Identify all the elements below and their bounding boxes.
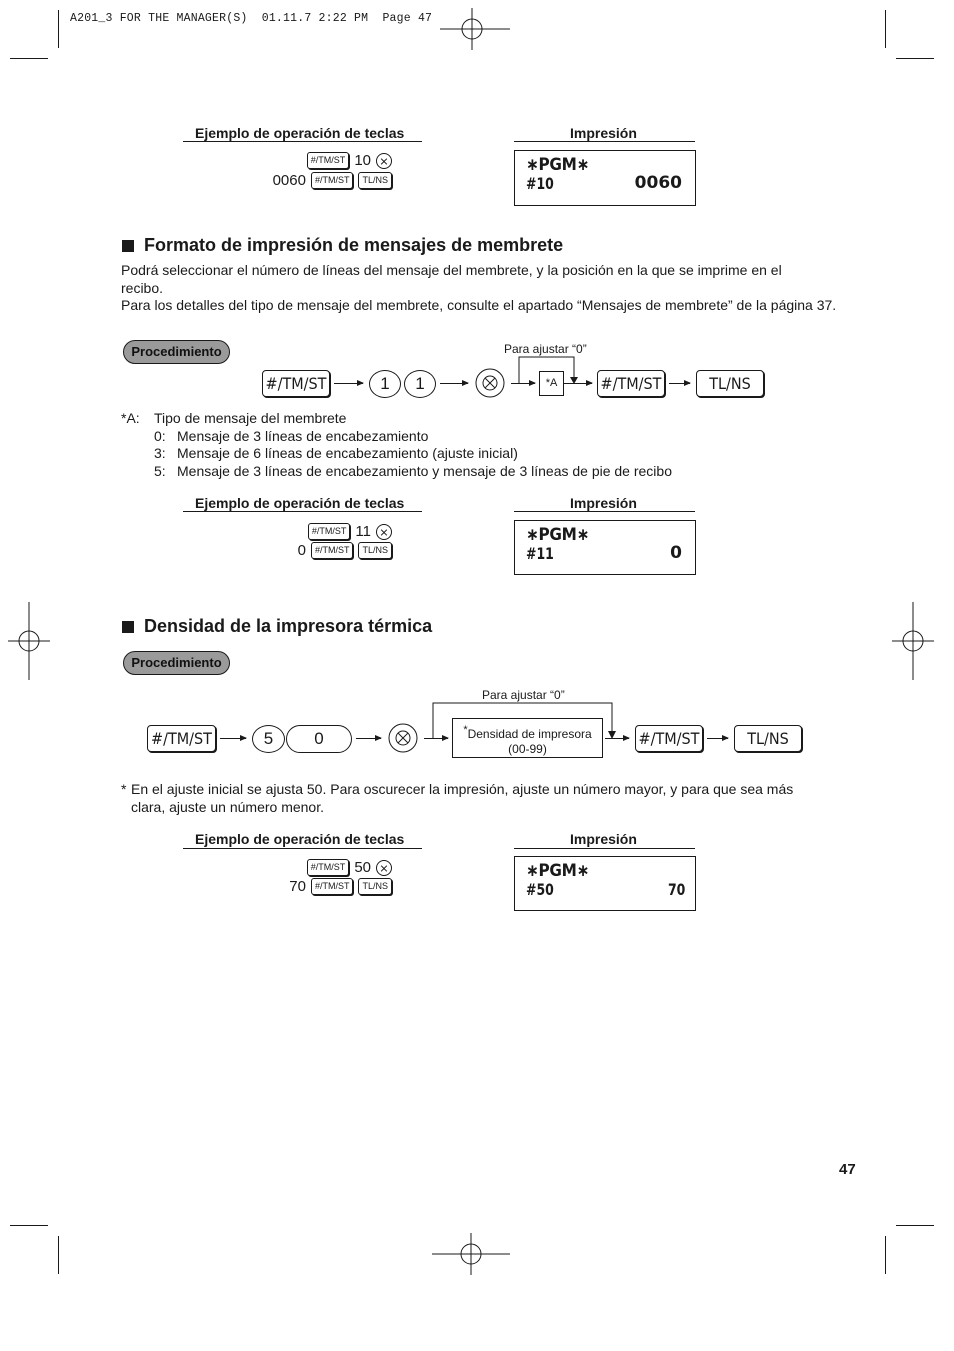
arrow-icon bbox=[440, 383, 468, 384]
receipt-value: 0060 bbox=[634, 173, 682, 193]
tm-st-key: #/TM/ST bbox=[597, 370, 665, 397]
crop-mark bbox=[896, 58, 934, 59]
set-zero-label: Para ajustar “0” bbox=[482, 688, 565, 702]
note-star: * bbox=[121, 781, 127, 797]
arrow-icon bbox=[605, 738, 629, 739]
arrow-icon bbox=[563, 383, 592, 384]
density-range: (00-99) bbox=[508, 742, 547, 756]
tl-ns-key: TL/NS bbox=[358, 878, 392, 895]
divider bbox=[514, 848, 695, 849]
header-type-box bbox=[539, 371, 564, 396]
receipt-title: ∗PGM∗ bbox=[526, 155, 590, 175]
set-zero-label: Para ajustar “0” bbox=[504, 342, 587, 356]
receipt-code: #10 bbox=[526, 174, 554, 193]
tm-st-key: #/TM/ST bbox=[147, 725, 216, 752]
tl-ns-key: TL/NS bbox=[358, 542, 392, 559]
note-code: 0: bbox=[154, 428, 166, 444]
crop-mark bbox=[58, 1236, 59, 1274]
square-bullet-icon bbox=[122, 621, 134, 633]
density-label: Densidad de impresora bbox=[467, 727, 592, 741]
key-sequence-line bbox=[308, 523, 392, 540]
multiply-key-icon bbox=[376, 524, 392, 540]
crop-mark bbox=[10, 1225, 48, 1226]
receipt-value: 0 bbox=[670, 543, 682, 563]
tl-ns-key: TL/NS bbox=[734, 725, 802, 752]
paragraph: Para los detalles del tipo de mensaje del membrete, consulte el apartado “Mensajes de membrete” de la página 37. bbox=[121, 297, 837, 313]
procedure-badge: Procedimiento bbox=[123, 651, 230, 675]
note-text: Mensaje de 3 líneas de encabezamiento y mensaje de 3 líneas de pie de recibo bbox=[177, 463, 672, 479]
key-example-label: Ejemplo de operación de teclas bbox=[195, 495, 405, 511]
tm-st-key: #/TM/ST bbox=[307, 859, 350, 876]
multiply-key-icon bbox=[376, 153, 392, 169]
note-text: Tipo de mensaje del membrete bbox=[154, 410, 347, 426]
print-slug: A201_3 FOR THE MANAGER(S) 01.11.7 2:22 PM Page 47 bbox=[70, 12, 433, 25]
receipt-printout bbox=[514, 856, 696, 911]
key-sequence-line bbox=[298, 542, 392, 559]
crop-mark bbox=[896, 1225, 934, 1226]
arrow-icon bbox=[334, 383, 363, 384]
receipt-title: ∗PGM∗ bbox=[526, 525, 590, 545]
digit-key-1: 1 bbox=[404, 370, 436, 398]
note-text: Mensaje de 6 líneas de encabezamiento (ajuste inicial) bbox=[177, 445, 518, 461]
crop-mark bbox=[58, 10, 59, 48]
multiply-key-icon bbox=[387, 723, 419, 753]
tl-ns-key: TL/NS bbox=[358, 172, 392, 189]
printout-label: Impresión bbox=[570, 831, 637, 847]
crop-mark bbox=[10, 58, 48, 59]
note-label: *A: bbox=[121, 410, 140, 426]
section-title bbox=[122, 235, 563, 256]
registration-mark-bottom bbox=[432, 1233, 510, 1275]
divider bbox=[183, 848, 422, 849]
key-value: 10 bbox=[354, 152, 371, 169]
note-text: En el ajuste inicial se ajusta 50. Para oscurecer la impresión, ajuste un número mayor, y para que sea más clara, ajuste un número menor. bbox=[131, 781, 794, 815]
page-number: 47 bbox=[839, 1161, 856, 1178]
digit-key-5: 5 bbox=[252, 725, 285, 753]
receipt-printout bbox=[514, 520, 696, 575]
key-sequence-line bbox=[307, 859, 392, 876]
divider bbox=[183, 141, 422, 142]
key-sequence-line bbox=[289, 878, 392, 895]
section-title bbox=[122, 616, 432, 637]
receipt-printout bbox=[514, 150, 696, 206]
multiply-key-icon bbox=[474, 368, 506, 398]
receipt-code: #50 bbox=[526, 880, 554, 899]
note-code: 5: bbox=[154, 463, 166, 479]
key-sequence-line bbox=[307, 152, 392, 169]
tm-st-key: #/TM/ST bbox=[307, 152, 350, 169]
tm-st-key: #/TM/ST bbox=[311, 172, 354, 189]
divider bbox=[514, 141, 695, 142]
registration-mark-top bbox=[440, 8, 510, 50]
digit-key-1: 1 bbox=[369, 370, 401, 398]
arrow-icon bbox=[669, 383, 690, 384]
section-title-text: Densidad de la impresora térmica bbox=[144, 616, 433, 636]
key-value: 0 bbox=[297, 542, 306, 559]
density-star: * bbox=[463, 724, 468, 736]
note-code: 3: bbox=[154, 445, 166, 461]
key-value: 50 bbox=[354, 859, 371, 876]
arrow-icon bbox=[356, 738, 381, 739]
tm-st-key: #/TM/ST bbox=[308, 523, 351, 540]
density-box bbox=[452, 718, 603, 758]
tm-st-key: #/TM/ST bbox=[311, 878, 354, 895]
divider bbox=[514, 511, 695, 512]
section-title-text: Formato de impresión de mensajes de membrete bbox=[144, 235, 564, 255]
crop-mark bbox=[885, 1236, 886, 1274]
receipt-title: ∗PGM∗ bbox=[526, 861, 590, 881]
crop-mark bbox=[885, 10, 886, 48]
registration-mark-left bbox=[8, 602, 50, 680]
key-value: 70 bbox=[289, 878, 306, 895]
key-example-label: Ejemplo de operación de teclas bbox=[195, 831, 405, 847]
tm-st-key: #/TM/ST bbox=[635, 725, 703, 752]
receipt-value: 70 bbox=[668, 880, 686, 899]
key-sequence-line bbox=[273, 172, 392, 189]
receipt-code: #11 bbox=[526, 544, 554, 563]
printout-label: Impresión bbox=[570, 495, 637, 511]
printout-label: Impresión bbox=[570, 125, 637, 141]
key-example-label: Ejemplo de operación de teclas bbox=[195, 125, 405, 141]
tm-st-key: #/TM/ST bbox=[262, 370, 330, 397]
divider bbox=[183, 511, 422, 512]
header-type-label: *A bbox=[545, 377, 558, 389]
square-bullet-icon bbox=[122, 240, 134, 252]
digit-key-0: 0 bbox=[286, 725, 352, 753]
paragraph: Podrá seleccionar el número de líneas del mensaje del membrete, y la posición en la que se imprime en el recibo. bbox=[121, 262, 782, 296]
procedure-badge: Procedimiento bbox=[123, 340, 230, 364]
key-value: 0060 bbox=[272, 172, 306, 189]
tl-ns-key: TL/NS bbox=[696, 370, 764, 397]
arrow-icon bbox=[220, 738, 246, 739]
registration-mark-right bbox=[892, 602, 934, 680]
note-text: Mensaje de 3 líneas de encabezamiento bbox=[177, 428, 429, 444]
key-value: 11 bbox=[355, 523, 371, 540]
tm-st-key: #/TM/ST bbox=[311, 542, 354, 559]
multiply-key-icon bbox=[376, 860, 392, 876]
arrow-icon bbox=[707, 738, 728, 739]
